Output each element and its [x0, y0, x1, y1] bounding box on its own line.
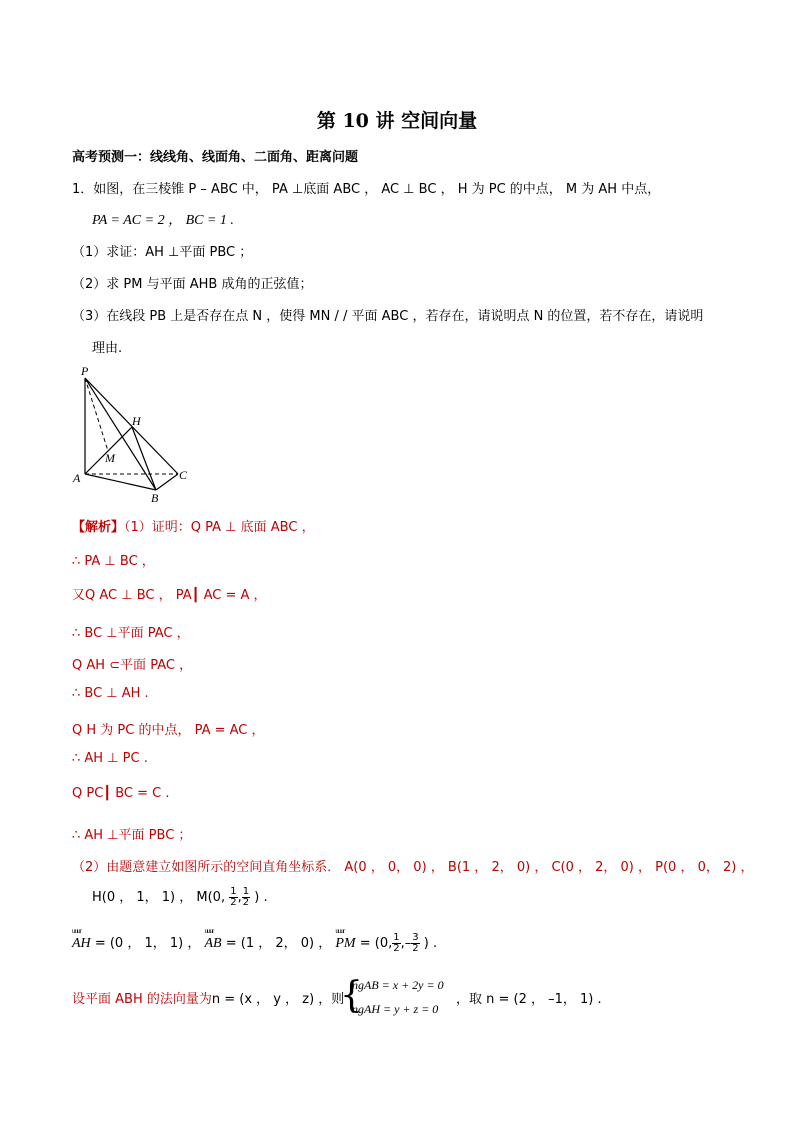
vector-PM: uuur PM	[335, 936, 355, 952]
equation-2: ngAH = y + z = 0	[352, 1002, 439, 1016]
solution-line-1	[72, 516, 315, 535]
segment-PM-hidden	[85, 378, 108, 451]
page-title: 第 10 讲 空间向量	[316, 110, 478, 132]
frac-den: 2	[242, 897, 250, 908]
frac-den: 2	[230, 897, 237, 908]
edge-AB	[85, 474, 156, 490]
question-3-line-1: （3）在线段 PB 上是否存在点 N ，使得 MN / / 平面 ABC ，若存在，请说明点 N 的位置，若不存在，请说明	[72, 309, 704, 324]
normal-vector-intro: 设平面 ABH 的法向量为	[72, 992, 212, 1007]
label-C: C	[179, 468, 188, 482]
vector-PM-sep: ,–	[400, 936, 412, 951]
coord-H-M: H(0 ， 1， 1) ， M(0,	[92, 890, 226, 905]
solution-step-9: Q PC┃ BC = C .	[72, 786, 170, 801]
coord-close: ) .	[254, 890, 268, 905]
solution-step-5: Q AH ⊂平面 PAC ，	[72, 658, 193, 673]
label-H: H	[132, 414, 141, 428]
fraction-half-2	[242, 887, 250, 908]
frac-num: 1	[242, 886, 250, 897]
label-P: P	[81, 364, 89, 378]
frac-num: 1	[393, 932, 400, 943]
solution-tag: 【解析】	[72, 520, 125, 535]
fraction-half-1	[229, 887, 237, 908]
problem-line-2: PA = AC = 2 ， BC = 1 .	[92, 213, 234, 228]
solution-step-4: ∴ BC ⊥平面 PAC ，	[72, 626, 190, 641]
question-2: （2）求 PM 与平面 AHB 成角的正弦值；	[72, 277, 313, 292]
edge-PB	[85, 378, 156, 490]
equation-1: ngAB = x + 2y = 0	[352, 978, 444, 992]
frac-num: 3	[412, 932, 419, 943]
fraction-three-halves	[411, 933, 419, 954]
vector-AH-value: = (0 ， 1， 1) ，	[94, 936, 201, 951]
solution-step-13	[72, 932, 437, 954]
solution-step-8: ∴ AH ⊥ PC .	[72, 751, 148, 766]
question-1: （1）求证：AH ⊥平面 PBC ；	[72, 245, 253, 260]
label-A: A	[73, 471, 81, 485]
solution-step-2: ∴ PA ⊥ BC ，	[72, 554, 155, 569]
solution-step-12: H(0 ， 1， 1) ， M(0, $\frac{1}{2}$ , $\frac{1}{2}$ ) .	[92, 886, 268, 908]
frac-num: 1	[230, 886, 237, 897]
solution-step-14	[72, 988, 344, 1007]
label-M: M	[105, 451, 115, 465]
fraction-half-3	[392, 933, 400, 954]
solution-step-7: Q H 为 PC 的中点， PA = AC ，	[72, 723, 265, 738]
system-brace: {	[340, 975, 363, 1016]
vector-PM-open: = (0,	[359, 936, 393, 951]
frac-den: 2	[412, 943, 419, 954]
section-heading: 高考预测一：线线角、线面角、二面角、距离问题	[72, 150, 359, 165]
normal-vector-def: n = (x ， y ， z) ，则	[211, 992, 345, 1007]
normal-vector-result: ，取 n = (2 ， –1， 1) .	[456, 992, 602, 1007]
solution-step-1: （1）证明：Q PA ⊥ 底面 ABC ，	[124, 520, 315, 535]
edge-BC	[156, 474, 178, 490]
vector-AB-value: = (1 ， 2， 0) ，	[225, 936, 332, 951]
frac-den: 2	[393, 943, 400, 954]
solution-step-11: （2）由题意建立如图所示的空间直角坐标系． A(0 ， 0， 0) ， B(1 ， 2， 0) ， C(0 ， 2， 0) ， P(0 ， 0， 2) ，	[72, 860, 754, 875]
vector-PM-close: ) .	[423, 936, 438, 951]
pyramid-figure	[68, 362, 198, 507]
vector-AB: uuur AB	[204, 936, 221, 952]
solution-step-3: 又Q AC ⊥ BC ， PA┃ AC = A ，	[72, 588, 267, 603]
solution-step-10: ∴ AH ⊥平面 PBC ；	[72, 828, 192, 843]
question-3-line-2: 理由.	[92, 341, 123, 356]
solution-step-6: ∴ BC ⊥ AH .	[72, 686, 149, 701]
label-B: B	[151, 491, 159, 505]
problem-line-1: 1．如图，在三棱锥 P – ABC 中， PA ⊥底面 ABC ， AC ⊥ BC ， H 为 PC 的中点， M 为 AH 中点，	[72, 182, 661, 197]
vector-AH: uuur AH	[72, 936, 91, 952]
